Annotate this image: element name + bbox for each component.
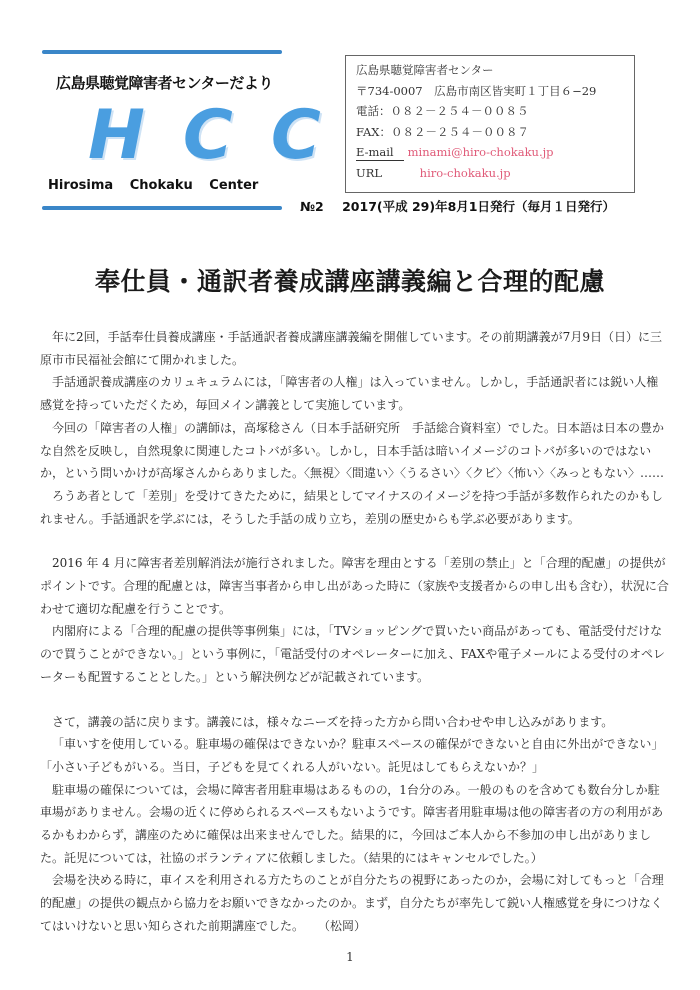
paragraph-gap (40, 530, 670, 552)
contact-fax: FAX：０８２－２５４－００８７ (356, 124, 529, 139)
issue-number: №2 (300, 199, 324, 214)
paragraph: 2016 年 4 月に障害者差別解消法が施行されました。障害を理由とする「差別の禁止」と「合理的配慮」の提供がポイントです。合理的配慮とは，障害当事者から申し出があった時に（家族や支援者からの申し出も含む），状況に合わせて適切な配慮を行うことです。 (40, 556, 669, 616)
author-signature: （松岡） (324, 918, 367, 933)
paragraph: 駐車場の確保については，会場に障害者用駐車場はあるものの，1台分のみ。一般のものを含めても数台分しか駐車場がありません。会場の近くに停められるスペースもないようです。障害者用駐車場は他の障害者の方の利用があるかもわからず，講座のために確保は出来ませんでした。結果的に，今回はご本人から不参加の申し出がありました。託児については，社協のボランティアに依頼しました。（結果的にはキャンセルでした。） (40, 782, 664, 865)
logo-letter-c2: C (270, 96, 321, 175)
article-headline: 奉仕員・通訳者養成講座講義編と合理的配慮 (94, 267, 605, 296)
bottom-blue-rule (42, 206, 282, 210)
paragraph: 今回の「障害者の人権」の講師は，高塚稔さん（日本手話研究所 手話総合資料室）でした。日本語は日本の豊かな自然を反映し，自然現象に関連したコトバが多い。しかし，日本手話は暗いイメージのコトバが多いのではないか，という問いかけが高塚さんからありました。〈無視〉〈間違い〉〈うるさい〉〈クビ〉〈怖い〉〈みっともない〉…… (40, 420, 665, 481)
contact-phone: 電話：０８２－２５４－００８５ (356, 104, 529, 118)
url-label: URL (356, 165, 382, 180)
email-link[interactable]: minami@hiro-chokaku.jp (407, 145, 554, 159)
paragraph: 年に2回，手話奉仕員養成講座・手話通訳者養成講座講義編を開催しています。その前期講義が7月9日（日）に三原市市民福祉会館にて開かれました。 (40, 330, 662, 367)
page-number: 1 (346, 950, 354, 964)
article-body (40, 326, 670, 938)
quote-paragraph: 「小さい子どもがいる。当日，子どもを見てくれる人がいない。託児はしてもらえないか？」 (40, 759, 545, 774)
contact-email-row (356, 142, 634, 163)
contact-url-row (356, 163, 634, 184)
issue-date: 2017(平成 29)年8月1日発行（毎月１日発行） (342, 199, 615, 214)
email-label: E-mail (356, 144, 404, 161)
hcc-logo (88, 96, 321, 175)
url-link[interactable]: hiro-chokaku.jp (419, 165, 511, 180)
logo-letter-c1: C (182, 96, 233, 175)
quote-paragraph: 「車いすを使用している。駐車場の確保はできないか？駐車スペースの確保ができないと自由に外出ができない」 (52, 737, 664, 752)
paragraph: さて，講義の話に戻ります。講義には，様々なニーズを持った方から問い合わせや申し込みがあります。 (52, 714, 614, 729)
contact-address: 〒734-0007 広島市南区皆実町１丁目６−29 (356, 83, 597, 98)
paragraph: ろうあ者として「差別」を受けてきたために，結果としてマイナスのイメージを持つ手話が多数作られたのかもしれません。手話通訳を学ぶには，そうした手話の成り立ち，差別の歴史からも学ぶ必要があります。 (40, 488, 663, 526)
paragraph (40, 869, 670, 937)
paragraph-text: 会場を決める時に，車イスを利用される方たちのことが自分たちの視野にあったのか，会場に対してもっと「合理的配慮」の提供の観点から協力をお願いできなかったのか。まず，自分たちが率先して鋭い人権感覚を身につけなくてはいけないと思い知らされた前期講座でした。 (40, 873, 664, 933)
paragraph-gap (40, 689, 670, 711)
english-center-name: Hirosima Chokaku Center (48, 178, 259, 193)
contact-org: 広島県聴覚障害者センター (356, 63, 494, 77)
paragraph: 内閣府による「合理的配慮の提供等事例集」には，「TVショッピングで買いたい商品があっても、電話受付だけなので買うことができない。」という事例に，「電話受付のオペレーターに加え、FAXや電子メールによる受付のオペレーターも配置することとした。」という解決例などが記載されています。 (40, 624, 665, 684)
paragraph: 手話通訳養成講座のカリュキュラムには，「障害者の人権」は入っていません。しかし，手話通訳者には鋭い人権感覚を持っていただくため，毎回メイン講義として実施しています。 (40, 375, 659, 413)
issue-info (300, 197, 615, 215)
top-blue-rule (42, 50, 282, 54)
logo-letter-h: H (88, 96, 145, 175)
newsletter-subtitle: 広島県聴覚障害者センターだより (56, 74, 273, 92)
contact-box (345, 55, 635, 193)
